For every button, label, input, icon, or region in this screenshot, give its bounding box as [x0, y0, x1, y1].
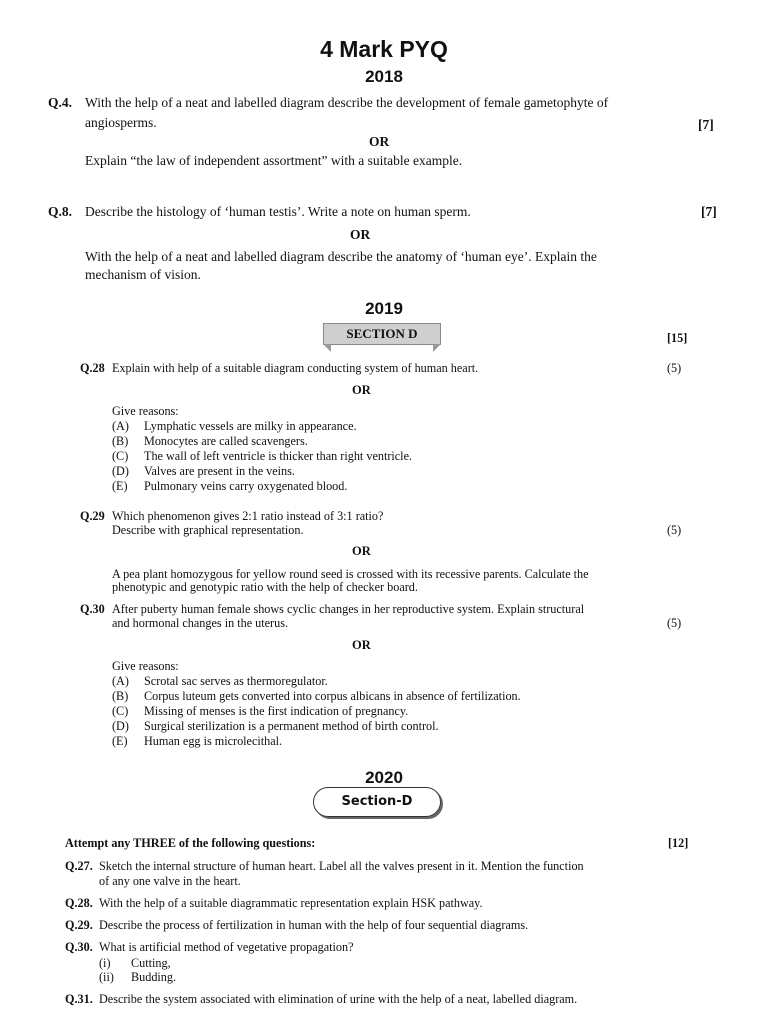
question-text-line: Which phenomenon gives 2:1 ratio instead of 3:1 ratio? — [112, 509, 384, 523]
question-text-line: What is artificial method of vegetative propagation? — [99, 940, 354, 954]
sub-item: (i) Cutting, — [99, 956, 171, 970]
reason-item: (B) Corpus luteum gets converted into corpus albicans in absence of fertilization. — [112, 689, 521, 703]
question-number: Q.29 — [80, 509, 105, 523]
give-reasons-label: Give reasons: — [112, 659, 179, 673]
question-marks: [7] — [698, 117, 714, 132]
question-marks: (5) — [667, 616, 682, 630]
question-text-line: With the help of a suitable diagrammatic representation explain HSK pathway. — [99, 896, 483, 910]
or-separator: OR — [352, 638, 371, 652]
question-text-line: Describe with graphical representation. — [112, 523, 304, 537]
section-marks: [12] — [668, 836, 689, 850]
or-separator: OR — [369, 134, 390, 149]
reason-item: (E) Pulmonary veins carry oxygenated blood. — [112, 479, 348, 493]
banner-tab-icon — [323, 344, 331, 352]
year-2020-heading: 2020 — [365, 768, 403, 787]
question-text-line: Describe the histology of ‘human testis’. Write a note on human sperm. — [85, 204, 471, 219]
give-reasons-label: Give reasons: — [112, 404, 179, 418]
question-number: Q.30. — [65, 940, 93, 954]
question-marks: (5) — [667, 523, 682, 537]
question-text-line: Sketch the internal structure of human heart. Label all the valves present in it. Mention the function — [99, 859, 584, 873]
question-marks: [7] — [701, 204, 717, 219]
reason-item: (D) Surgical sterilization is a permanent method of birth control. — [112, 719, 439, 733]
reason-item: (A) Lymphatic vessels are milky in appearance. — [112, 419, 357, 433]
alternative-question: With the help of a neat and labelled diagram describe the anatomy of ‘human eye’. Explain the — [85, 249, 597, 264]
alternative-question: Explain “the law of independent assortment” with a suitable example. — [85, 153, 463, 168]
reason-item: (C) Missing of menses is the first indication of pregnancy. — [112, 704, 409, 718]
reason-item: (E) Human egg is microlecithal. — [112, 734, 283, 748]
year-2019-heading: 2019 — [365, 299, 403, 318]
or-separator: OR — [352, 544, 371, 558]
page-title: 4 Mark PYQ — [320, 36, 448, 62]
banner-tab-icon — [433, 344, 441, 352]
question-text-line: angiosperms. — [85, 115, 157, 130]
reason-item: (D) Valves are present in the veins. — [112, 464, 295, 478]
question-number: Q.30 — [80, 602, 105, 616]
section-marks: [15] — [667, 331, 688, 345]
reason-item: (C) The wall of left ventricle is thicker than right ventricle. — [112, 449, 413, 463]
question-text-line: With the help of a neat and labelled diagram describe the development of female gametophyte of — [85, 95, 609, 110]
question-number: Q.28 — [80, 361, 105, 375]
question-number: Q.28. — [65, 896, 93, 910]
section-d-badge: Section-D — [313, 787, 441, 817]
question-text-line: Describe the process of fertilization in human with the help of four sequential diagrams. — [99, 918, 529, 932]
year-2018-heading: 2018 — [365, 67, 403, 86]
question-marks: (5) — [667, 361, 682, 375]
question-text-line: Describe the system associated with elimination of urine with the help of a neat, labelled diagram. — [99, 992, 578, 1006]
alternative-question: phenotypic and genotypic ratio with the help of checker board. — [112, 580, 418, 594]
instruction-text: Attempt any THREE of the following questions: — [65, 836, 316, 850]
reason-item: (B) Monocytes are called scavengers. — [112, 434, 308, 448]
question-text-line: of any one valve in the heart. — [99, 874, 241, 888]
question-text-line: Explain with help of a suitable diagram conducting system of human heart. — [112, 361, 479, 375]
question-text-line: and hormonal changes in the uterus. — [112, 616, 288, 630]
question-number: Q.31. — [65, 992, 93, 1006]
alternative-question: mechanism of vision. — [85, 267, 201, 282]
alternative-question: A pea plant homozygous for yellow round seed is crossed with its recessive parents. Calculate the — [112, 567, 589, 581]
question-number: Q.4. — [48, 95, 73, 110]
reason-item: (A) Scrotal sac serves as thermoregulator. — [112, 674, 328, 688]
sub-item: (ii) Budding. — [99, 970, 177, 984]
or-separator: OR — [352, 383, 371, 397]
question-number: Q.8. — [48, 204, 73, 219]
or-separator: OR — [350, 227, 371, 242]
question-number: Q.29. — [65, 918, 93, 932]
section-d-banner: SECTION D — [323, 323, 441, 345]
question-text-line: After puberty human female shows cyclic changes in her reproductive system. Explain structural — [112, 602, 585, 616]
question-number: Q.27. — [65, 859, 93, 873]
